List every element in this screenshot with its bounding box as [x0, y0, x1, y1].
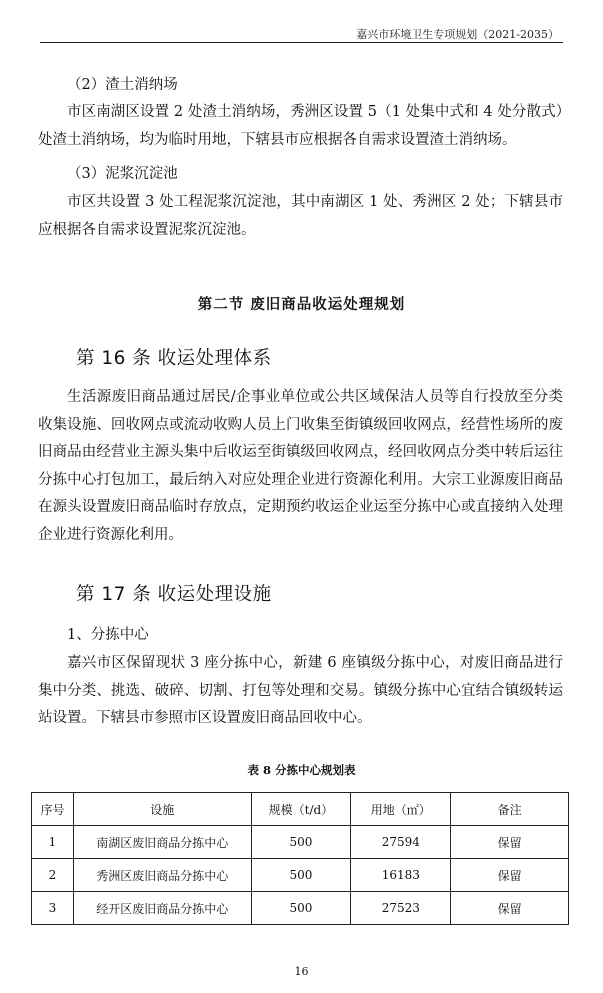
header-scale: 规模（t/d） — [251, 793, 351, 826]
cell-scale: 500 — [251, 826, 351, 859]
table-caption: 表 8 分拣中心规划表 — [247, 763, 356, 777]
subsection-heading-mud-pool: （3）泥浆沉淀池 — [67, 166, 178, 182]
table-row — [32, 826, 569, 859]
sorting-center-table — [31, 792, 569, 925]
cell-facility: 经开区废旧商品分拣中心 — [73, 892, 251, 925]
section-title: 第二节 废旧商品收运处理规划 — [197, 296, 406, 313]
cell-remark: 保留 — [451, 859, 569, 892]
cell-scale: 500 — [251, 892, 351, 925]
page-number: 16 — [294, 965, 309, 978]
article-17-paragraph: 嘉兴市区保留现状 3 座分拣中心，新建 6 座镇级分拣中心，对废旧商品进行集中分类、挑选、破碎、切割、打包等处理和交易。镇级分拣中心宜结合镇级转运站设置。下辖县市参照市区设置废旧商品回收中心。 — [38, 655, 563, 726]
table-row — [32, 892, 569, 925]
cell-remark: 保留 — [451, 826, 569, 859]
article-17-title: 第 17 条 收运处理设施 — [76, 584, 272, 605]
article-17-subheading: 1、分拣中心 — [67, 627, 149, 643]
cell-index: 1 — [32, 826, 74, 859]
cell-remark: 保留 — [451, 892, 569, 925]
subsection-heading-slag-site: （2）渣土消纳场 — [67, 77, 178, 93]
cell-area: 27523 — [351, 892, 451, 925]
header-title: 嘉兴市环境卫生专项规划（2021-2035） — [356, 28, 559, 41]
table-row — [32, 859, 569, 892]
paragraph-slag-site: 市区南湖区设置 2 处渣土消纳场，秀洲区设置 5（1 处集中式和 4 处分散式）处渣土消纳场，均为临时用地，下辖县市应根据各自需求设置渣土消纳场。 — [38, 104, 563, 148]
header-facility: 设施 — [73, 793, 251, 826]
paragraph-mud-pool: 市区共设置 3 处工程泥浆沉淀池，其中南湖区 1 处、秀洲区 2 处；下辖县市应根据各自需求设置泥浆沉淀池。 — [38, 194, 563, 238]
cell-facility: 秀洲区废旧商品分拣中心 — [73, 859, 251, 892]
article-16-title: 第 16 条 收运处理体系 — [76, 348, 272, 369]
article-16-paragraph: 生活源废旧商品通过居民/企事业单位或公共区域保洁人员等自行投放至分类收集设施、回收网点或流动收购人员上门收集至街镇级回收网点，经营性场所的废旧商品由经营业主源头集中后收运至街镇级回收网点，经回收网点分类中转后运往分拣中心打包加工，最后纳入对应处理企业进行资源化利用。大宗工业源废旧商品在源头设置废旧商品临时存放点，定期预约收运企业运至分拣中心或直接纳入处理企业进行资源化利用。 — [38, 389, 563, 543]
cell-scale: 500 — [251, 859, 351, 892]
header-remark: 备注 — [451, 793, 569, 826]
cell-area: 16183 — [351, 859, 451, 892]
cell-index: 2 — [32, 859, 74, 892]
page-header — [40, 24, 563, 43]
cell-facility: 南湖区废旧商品分拣中心 — [73, 826, 251, 859]
table-header-row — [32, 793, 569, 826]
cell-index: 3 — [32, 892, 74, 925]
cell-area: 27594 — [351, 826, 451, 859]
header-index: 序号 — [32, 793, 74, 826]
header-area: 用地（㎡） — [351, 793, 451, 826]
